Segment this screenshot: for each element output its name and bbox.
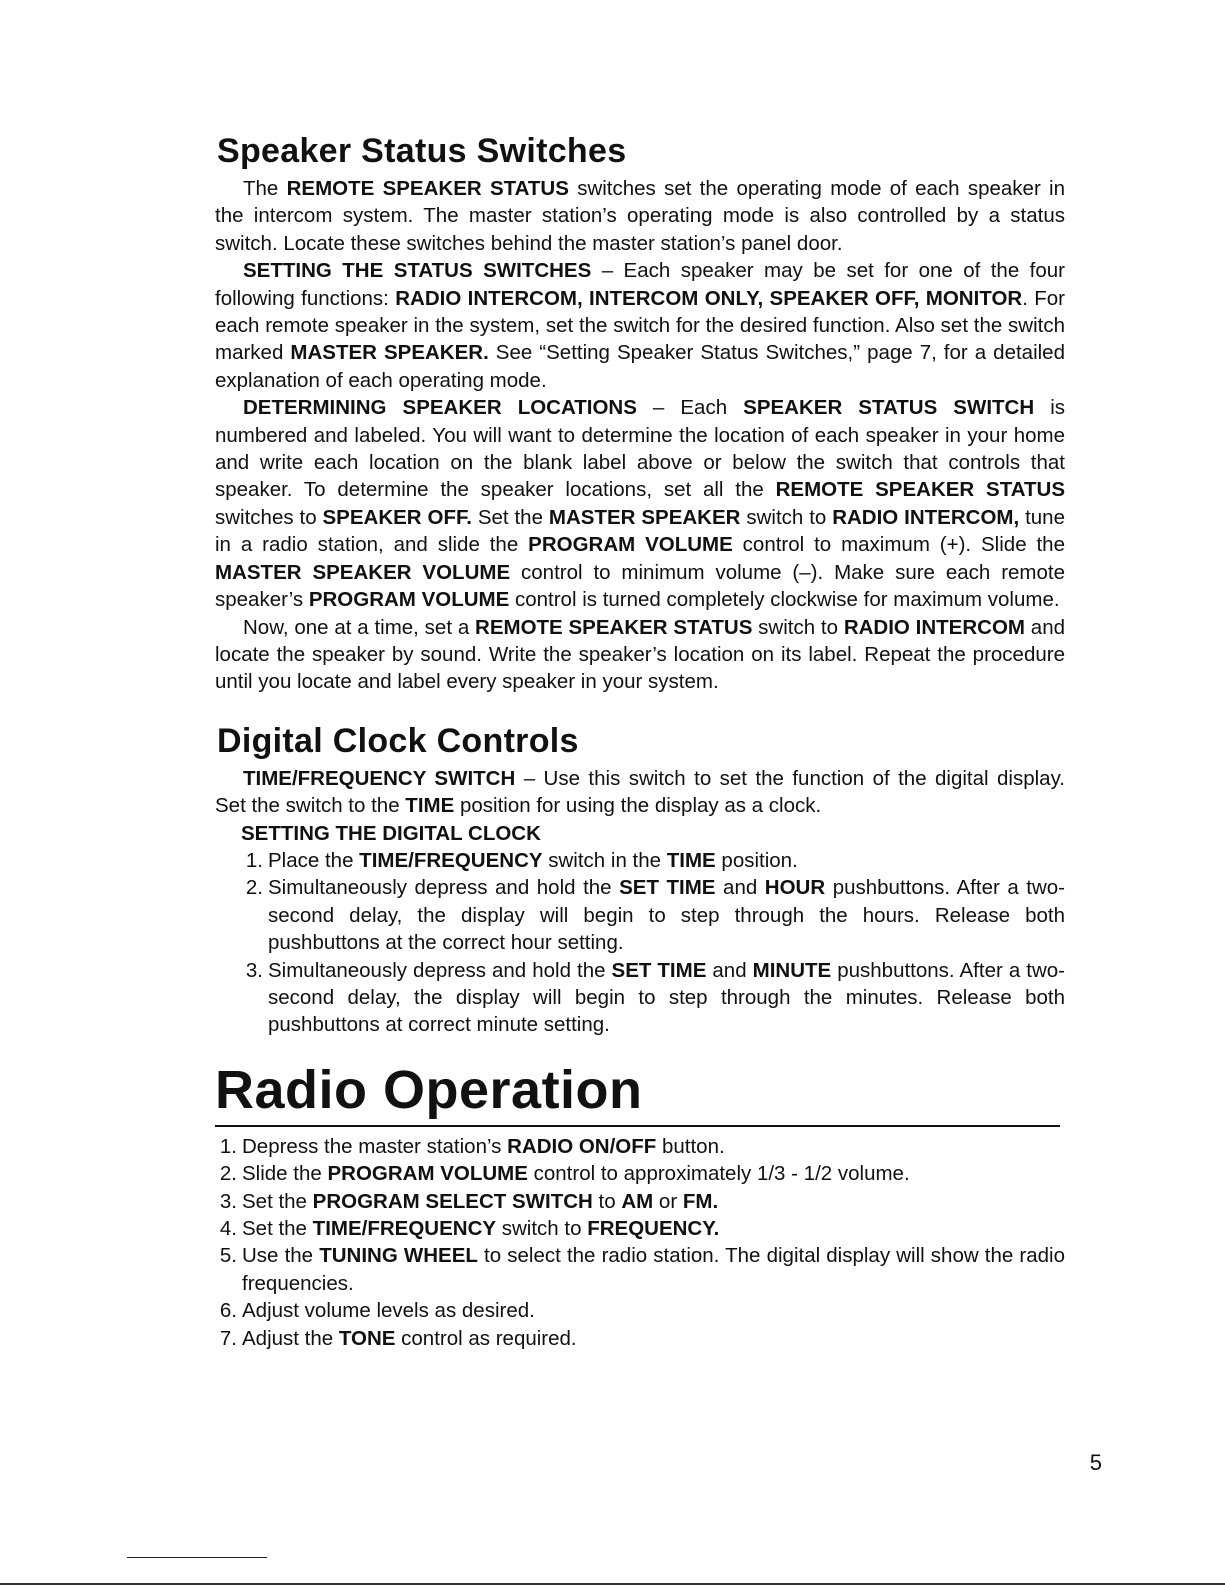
list-item bbox=[241, 874, 1065, 956]
text-run: and bbox=[706, 958, 753, 982]
text-run: control to maximum (+). Slide the bbox=[732, 533, 1065, 557]
page-number: 5 bbox=[1089, 1450, 1102, 1475]
list-text bbox=[242, 1215, 1065, 1242]
bold-term: RADIO INTERCOM, bbox=[832, 505, 1020, 529]
text-run: Place the bbox=[268, 848, 360, 872]
list-item bbox=[215, 1160, 1065, 1187]
bold-term: SETTING THE STATUS SWITCHES bbox=[243, 259, 592, 283]
text-run: – Use this switch to set the function of the digital display. Set the switch to the bbox=[215, 766, 1065, 818]
list-number: 1. bbox=[219, 1134, 237, 1158]
bold-term: TONE bbox=[338, 1326, 396, 1350]
list-number: 3. bbox=[245, 958, 263, 982]
list-number: 3. bbox=[219, 1189, 237, 1213]
list-text bbox=[242, 1188, 1065, 1215]
list-number: 5. bbox=[219, 1244, 237, 1268]
text-run: Adjust volume levels as desired. bbox=[242, 1299, 535, 1323]
list-number: 2. bbox=[219, 1162, 237, 1186]
list-text bbox=[268, 847, 1065, 874]
list-item bbox=[215, 1242, 1065, 1297]
text-run: is numbered and labeled. You will want to determine the location of each speaker in your home and write each location on the blank label above or below the switch that controls that speaker. To determine the speaker locations, set all the bbox=[215, 396, 1066, 502]
bold-term: TUNING WHEEL bbox=[319, 1244, 478, 1268]
bold-term: PROGRAM VOLUME bbox=[308, 588, 510, 612]
clock-subheading bbox=[241, 820, 1065, 847]
bold-term: SPEAKER STATUS SWITCH bbox=[743, 396, 1035, 420]
bold-term: SET TIME bbox=[619, 876, 716, 900]
list-item bbox=[241, 847, 1065, 874]
text-run: Adjust the bbox=[242, 1326, 339, 1350]
text-run: pushbuttons. After a two-second delay, the display will begin to step through the hours. Release both pushbuttons at the correct hour setting. bbox=[268, 876, 1065, 955]
bold-term: MASTER SPEAKER bbox=[548, 505, 741, 529]
bold-term: REMOTE SPEAKER STATUS bbox=[775, 478, 1065, 502]
bold-term: TIME bbox=[405, 794, 455, 818]
text-run: control to minimum volume (–). Make sure each remote speaker’s bbox=[215, 560, 1065, 612]
text-run: switch in the bbox=[542, 848, 667, 872]
list-item bbox=[215, 1325, 1065, 1352]
text-run: – Each speaker may be set for one of the four following functions: bbox=[215, 259, 1065, 310]
list-number: 4. bbox=[219, 1217, 237, 1240]
text-run: Slide the bbox=[242, 1162, 328, 1186]
manual-page bbox=[215, 132, 1065, 1352]
radio-operation-heading: Radio Operation bbox=[215, 1059, 643, 1120]
list-text bbox=[242, 1133, 1065, 1160]
text-run: Set the bbox=[242, 1189, 313, 1213]
speaker-status-body bbox=[215, 175, 1065, 696]
speaker-status-heading: Speaker Status Switches bbox=[217, 132, 627, 170]
text-run: Set the bbox=[242, 1217, 313, 1240]
text-run: – Each bbox=[636, 396, 744, 420]
text-run: Set the bbox=[471, 505, 549, 529]
list-number: 1. bbox=[245, 848, 263, 872]
bold-term: PROGRAM VOLUME bbox=[327, 1162, 528, 1186]
digital-clock-heading: Digital Clock Controls bbox=[217, 721, 579, 760]
bold-term: PROGRAM VOLUME bbox=[528, 533, 733, 557]
text-run: switch to bbox=[496, 1217, 588, 1240]
text-run: See “Setting Speaker Status Switches,” page 7, for a detailed explanation of each operating mode. bbox=[215, 341, 1065, 392]
list-text bbox=[242, 1160, 1065, 1187]
bold-term: AM bbox=[621, 1189, 654, 1213]
bold-term: REMOTE SPEAKER STATUS bbox=[286, 177, 569, 200]
text-run: switches to bbox=[215, 505, 323, 529]
text-run: control to approximately 1/3 - 1/2 volume. bbox=[527, 1162, 910, 1186]
list-item bbox=[241, 957, 1065, 1039]
text-run: The bbox=[243, 177, 287, 200]
text-run: Simultaneously depress and hold the bbox=[268, 876, 620, 900]
text-run: and bbox=[715, 876, 765, 900]
bold-term: RADIO INTERCOM, INTERCOM ONLY, SPEAKER OFF, MONITOR bbox=[395, 286, 1023, 310]
radio-steps bbox=[215, 1133, 1065, 1352]
subheading-text: SETTING THE DIGITAL CLOCK bbox=[241, 821, 541, 845]
bold-term: DETERMINING SPEAKER LOCATIONS bbox=[243, 396, 637, 420]
text-run: Simultaneously depress and hold the bbox=[268, 958, 612, 982]
list-item bbox=[215, 1133, 1065, 1160]
bold-term: RADIO ON/OFF bbox=[507, 1134, 657, 1158]
list-text bbox=[242, 1297, 1065, 1324]
list-item bbox=[215, 1215, 1065, 1242]
bold-term: MASTER SPEAKER. bbox=[290, 341, 489, 365]
text-run: control as required. bbox=[395, 1326, 577, 1350]
divider-line bbox=[127, 1557, 267, 1558]
bold-term: MINUTE bbox=[752, 958, 832, 982]
text-run: switches set the operating mode of each speaker in the intercom system. The master station’s operating mode is also controlled by a status switch. Locate these switches behind the master station’s panel door. bbox=[215, 177, 1066, 255]
text-run: . For each remote speaker in the system, set the switch for the desired function. Also set the switch marked bbox=[215, 286, 1066, 365]
bold-term: RADIO INTERCOM bbox=[843, 615, 1025, 639]
paragraph bbox=[215, 765, 1065, 820]
list-item bbox=[215, 1297, 1065, 1324]
text-run: Depress the master station’s bbox=[242, 1134, 508, 1158]
text-run: switch to bbox=[752, 615, 844, 639]
bold-term: SPEAKER OFF. bbox=[322, 505, 472, 529]
heading-rule bbox=[215, 1125, 1060, 1127]
text-run: button. bbox=[656, 1134, 725, 1158]
text-run: tune in a radio station, and slide the bbox=[215, 505, 1065, 557]
text-run: Now, one at a time, set a bbox=[243, 615, 476, 639]
text-run: position for using the display as a clock. bbox=[454, 794, 822, 818]
bold-term: HOUR bbox=[764, 876, 826, 900]
bold-term: TIME bbox=[666, 848, 716, 872]
bold-term: FM. bbox=[682, 1189, 719, 1213]
list-number: 7. bbox=[219, 1326, 237, 1350]
text-run: to bbox=[592, 1189, 622, 1213]
bold-term: FREQUENCY. bbox=[587, 1217, 720, 1240]
text-run: Use the bbox=[242, 1244, 320, 1268]
list-number: 2. bbox=[245, 876, 263, 900]
text-run: pushbuttons. After a two-second delay, the display will begin to step through the minutes. Release both pushbuttons at correct minute setting. bbox=[268, 958, 1065, 1037]
bold-term: TIME/FREQUENCY bbox=[359, 848, 543, 872]
list-text bbox=[242, 1242, 1065, 1297]
list-text bbox=[268, 874, 1065, 956]
text-run: or bbox=[653, 1189, 683, 1213]
list-text bbox=[242, 1325, 1065, 1352]
bold-term: TIME/FREQUENCY bbox=[312, 1217, 497, 1240]
bold-term: PROGRAM SELECT SWITCH bbox=[312, 1189, 593, 1213]
text-run: to select the radio station. The digital display will show the radio frequencies. bbox=[242, 1244, 1065, 1295]
bold-term: SET TIME bbox=[611, 958, 707, 982]
paragraph bbox=[215, 175, 1065, 257]
list-number: 6. bbox=[219, 1299, 237, 1323]
paragraph bbox=[215, 257, 1065, 394]
bold-term: MASTER SPEAKER VOLUME bbox=[215, 560, 511, 584]
text-run: and locate the speaker by sound. Write the speaker’s location on its label. Repeat the procedure until you locate and label every speaker in your system. bbox=[215, 615, 1065, 694]
clock-steps bbox=[241, 847, 1065, 1039]
text-run: control is turned completely clockwise for maximum volume. bbox=[509, 588, 1060, 612]
list-text bbox=[268, 957, 1065, 1039]
text-run: position. bbox=[715, 848, 798, 872]
text-run: switch to bbox=[740, 505, 833, 529]
paragraph bbox=[215, 394, 1065, 613]
paragraph bbox=[215, 614, 1065, 696]
list-item bbox=[215, 1188, 1065, 1215]
bold-term: TIME/FREQUENCY SWITCH bbox=[243, 766, 516, 790]
bold-term: REMOTE SPEAKER STATUS bbox=[475, 615, 753, 639]
